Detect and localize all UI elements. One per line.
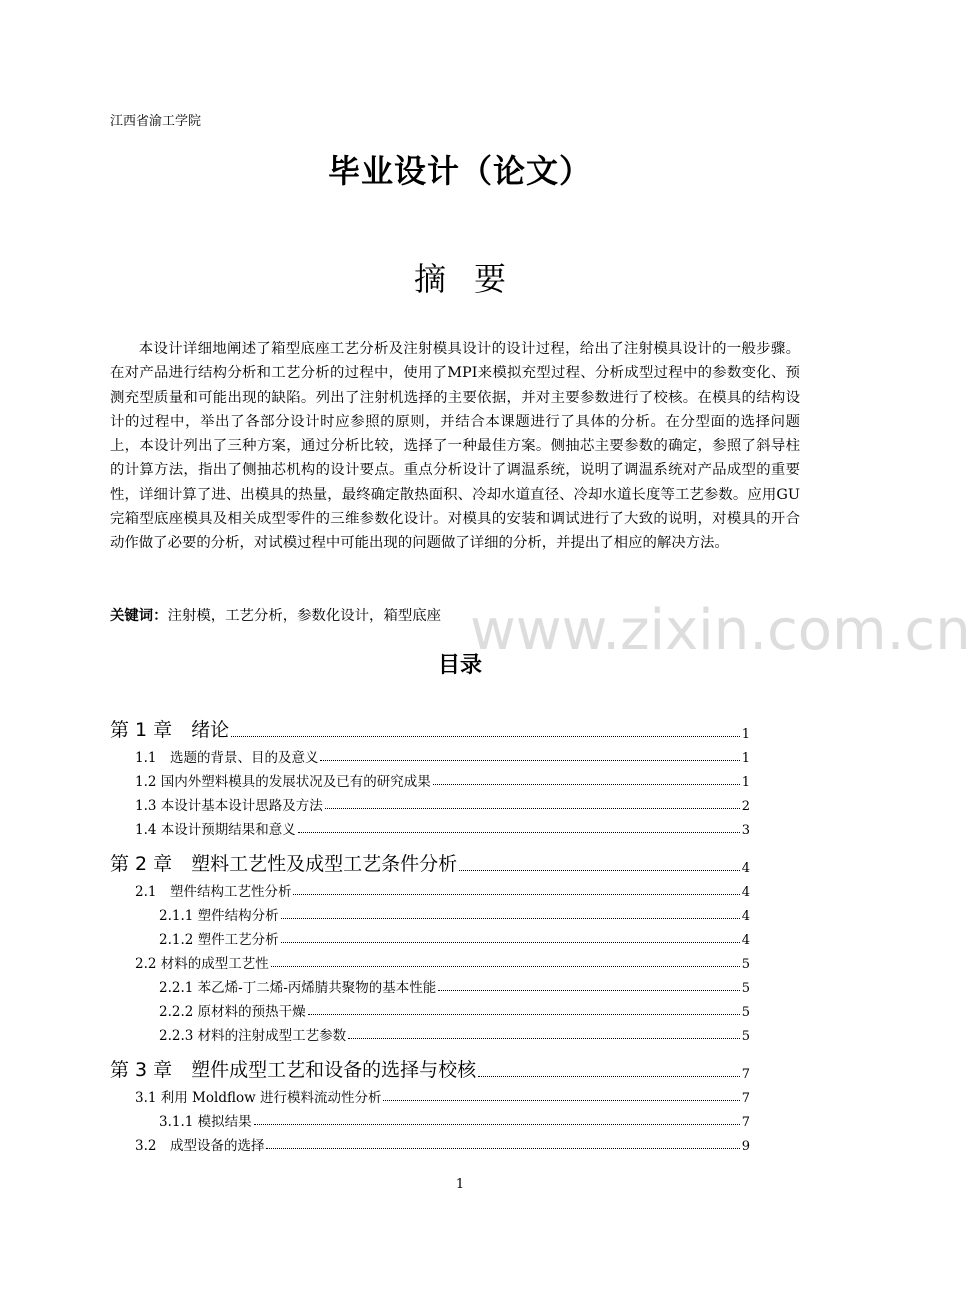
- toc-entry-page: 2: [741, 799, 750, 814]
- toc-entry-text: 第 3 章 塑件成型工艺和设备的选择与校核: [110, 1059, 477, 1081]
- toc-leader: [298, 832, 740, 833]
- keywords-label: 关键词：: [110, 608, 168, 624]
- toc-entry[interactable]: [110, 876, 750, 900]
- toc-entry-page: 4: [741, 933, 750, 948]
- toc-entry-text: 2.1 塑件结构工艺性分析: [135, 884, 292, 900]
- toc-entry-text: 1.1 选题的背景、目的及意义: [135, 750, 319, 766]
- toc-entry-text: 1.3 本设计基本设计思路及方法: [135, 798, 323, 814]
- toc-entry-page: 5: [741, 1029, 750, 1044]
- toc-entry-text: 第 2 章 塑料工艺性及成型工艺条件分析: [110, 853, 458, 875]
- toc-entry-page: 1: [741, 727, 750, 742]
- toc-leader: [281, 918, 740, 919]
- toc-leader: [348, 1038, 740, 1039]
- toc-leader: [266, 1148, 739, 1149]
- toc-entry-text: 3.1.1 模拟结果: [159, 1114, 252, 1130]
- toc-entry-page: 1: [741, 775, 750, 790]
- toc-entry[interactable]: [110, 972, 750, 996]
- toc-entry-page: 4: [741, 885, 750, 900]
- toc-leader: [325, 808, 740, 809]
- toc-entry-page: 5: [741, 981, 750, 996]
- table-of-contents: [110, 712, 750, 1154]
- toc-entry[interactable]: [110, 790, 750, 814]
- toc-entry[interactable]: [110, 924, 750, 948]
- toc-leader: [231, 736, 740, 737]
- toc-entry[interactable]: [110, 766, 750, 790]
- watermark: www.zixin.com.cn: [470, 598, 971, 663]
- toc-leader: [320, 760, 739, 761]
- toc-entry-page: 4: [741, 909, 750, 924]
- toc-entry-text: 2.2.1 苯乙烯-丁二烯-丙烯腈共聚物的基本性能: [159, 980, 437, 996]
- toc-leader: [438, 990, 739, 991]
- toc-title: 目录: [437, 653, 482, 678]
- toc-entry-text: 3.2 成型设备的选择: [135, 1138, 265, 1154]
- toc-entry-text: 第 1 章 绪论: [110, 719, 230, 741]
- toc-entry-page: 5: [741, 1005, 750, 1020]
- toc-entry[interactable]: [110, 1130, 750, 1154]
- toc-entry-text: 1.2 国内外塑料模具的发展状况及已有的研究成果: [135, 774, 431, 790]
- toc-entry-page: 9: [741, 1139, 750, 1154]
- toc-entry-page: 7: [741, 1067, 750, 1082]
- toc-leader: [254, 1124, 740, 1125]
- toc-entry-text: 2.2.2 原材料的预热干燥: [159, 1004, 306, 1020]
- keywords-line: [110, 604, 441, 625]
- toc-leader: [478, 1076, 740, 1077]
- toc-entry[interactable]: [110, 742, 750, 766]
- toc-entry[interactable]: [110, 948, 750, 972]
- toc-leader: [433, 784, 740, 785]
- toc-entry[interactable]: [110, 1082, 750, 1106]
- toc-entry-text: 3.1 利用 Moldflow 进行模料流动性分析: [135, 1090, 382, 1106]
- toc-leader: [459, 870, 740, 871]
- toc-leader: [293, 894, 739, 895]
- toc-entry[interactable]: [110, 900, 750, 924]
- abstract-heading: 摘要: [413, 260, 534, 298]
- toc-leader: [281, 942, 740, 943]
- toc-leader: [383, 1100, 739, 1101]
- toc-entry-page: 3: [741, 823, 750, 838]
- toc-entry[interactable]: [110, 846, 750, 876]
- page-number: 1: [455, 1177, 465, 1192]
- toc-entry-page: 5: [741, 957, 750, 972]
- toc-entry-page: 7: [741, 1115, 750, 1130]
- toc-entry-text: 1.4 本设计预期结果和意义: [135, 822, 296, 838]
- document-title: 毕业设计（论文）: [327, 152, 592, 190]
- toc-leader: [271, 966, 740, 967]
- toc-entry-page: 1: [741, 751, 750, 766]
- toc-entry-page: 7: [741, 1091, 750, 1106]
- abstract-body: 本设计详细地阐述了箱型底座工艺分析及注射模具设计的设计过程，给出了注射模具设计的一般步骤。在对产品进行结构分析和工艺分析的过程中，使用了MPI来模拟充型过程、分析成型过程中的参数变化、预测充型质量和可能出现的缺陷。列出了注射机选择的主要依据，并对主要参数进行了校核。在模具的结构设计的过程中，举出了各部分设计时应参照的原则，并结合本课题进行了具体的分析。在分型面的选择问题上，本设计列出了三种方案，通过分析比较，选择了一种最佳方案。侧抽芯主要参数的确定，参照了斜导柱的计算方法，指出了侧抽芯机构的设计要点。重点分析设计了调温系统，说明了调温系统对产品成型的重要性，详细计算了进、出模具的热量，最终确定散热面积、冷却水道直径、冷却水道长度等工艺参数。应用GU完箱型底座模具及相关成型零件的三维参数化设计。对模具的安装和调试进行了大致的说明，对模具的开合动作做了必要的分析，对试模过程中可能出现的问题做了详细的分析，并提出了相应的解决方法。: [110, 341, 800, 552]
- toc-entry-page: 4: [741, 861, 750, 876]
- toc-entry[interactable]: [110, 814, 750, 838]
- toc-entry[interactable]: [110, 1106, 750, 1130]
- toc-entry-text: 2.2 材料的成型工艺性: [135, 956, 269, 972]
- toc-leader: [308, 1014, 740, 1015]
- toc-entry[interactable]: [110, 712, 750, 742]
- toc-entry[interactable]: [110, 996, 750, 1020]
- toc-entry-text: 2.2.3 材料的注射成型工艺参数: [159, 1028, 347, 1044]
- toc-entry[interactable]: [110, 1052, 750, 1082]
- keywords-value: 注射模，工艺分析，参数化设计，箱型底座: [167, 608, 442, 624]
- institution-header: 江西省渝工学院: [110, 114, 202, 129]
- toc-entry-text: 2.1.2 塑件工艺分析: [159, 932, 279, 948]
- toc-entry[interactable]: [110, 1020, 750, 1044]
- toc-entry-text: 2.1.1 塑件结构分析: [159, 908, 279, 924]
